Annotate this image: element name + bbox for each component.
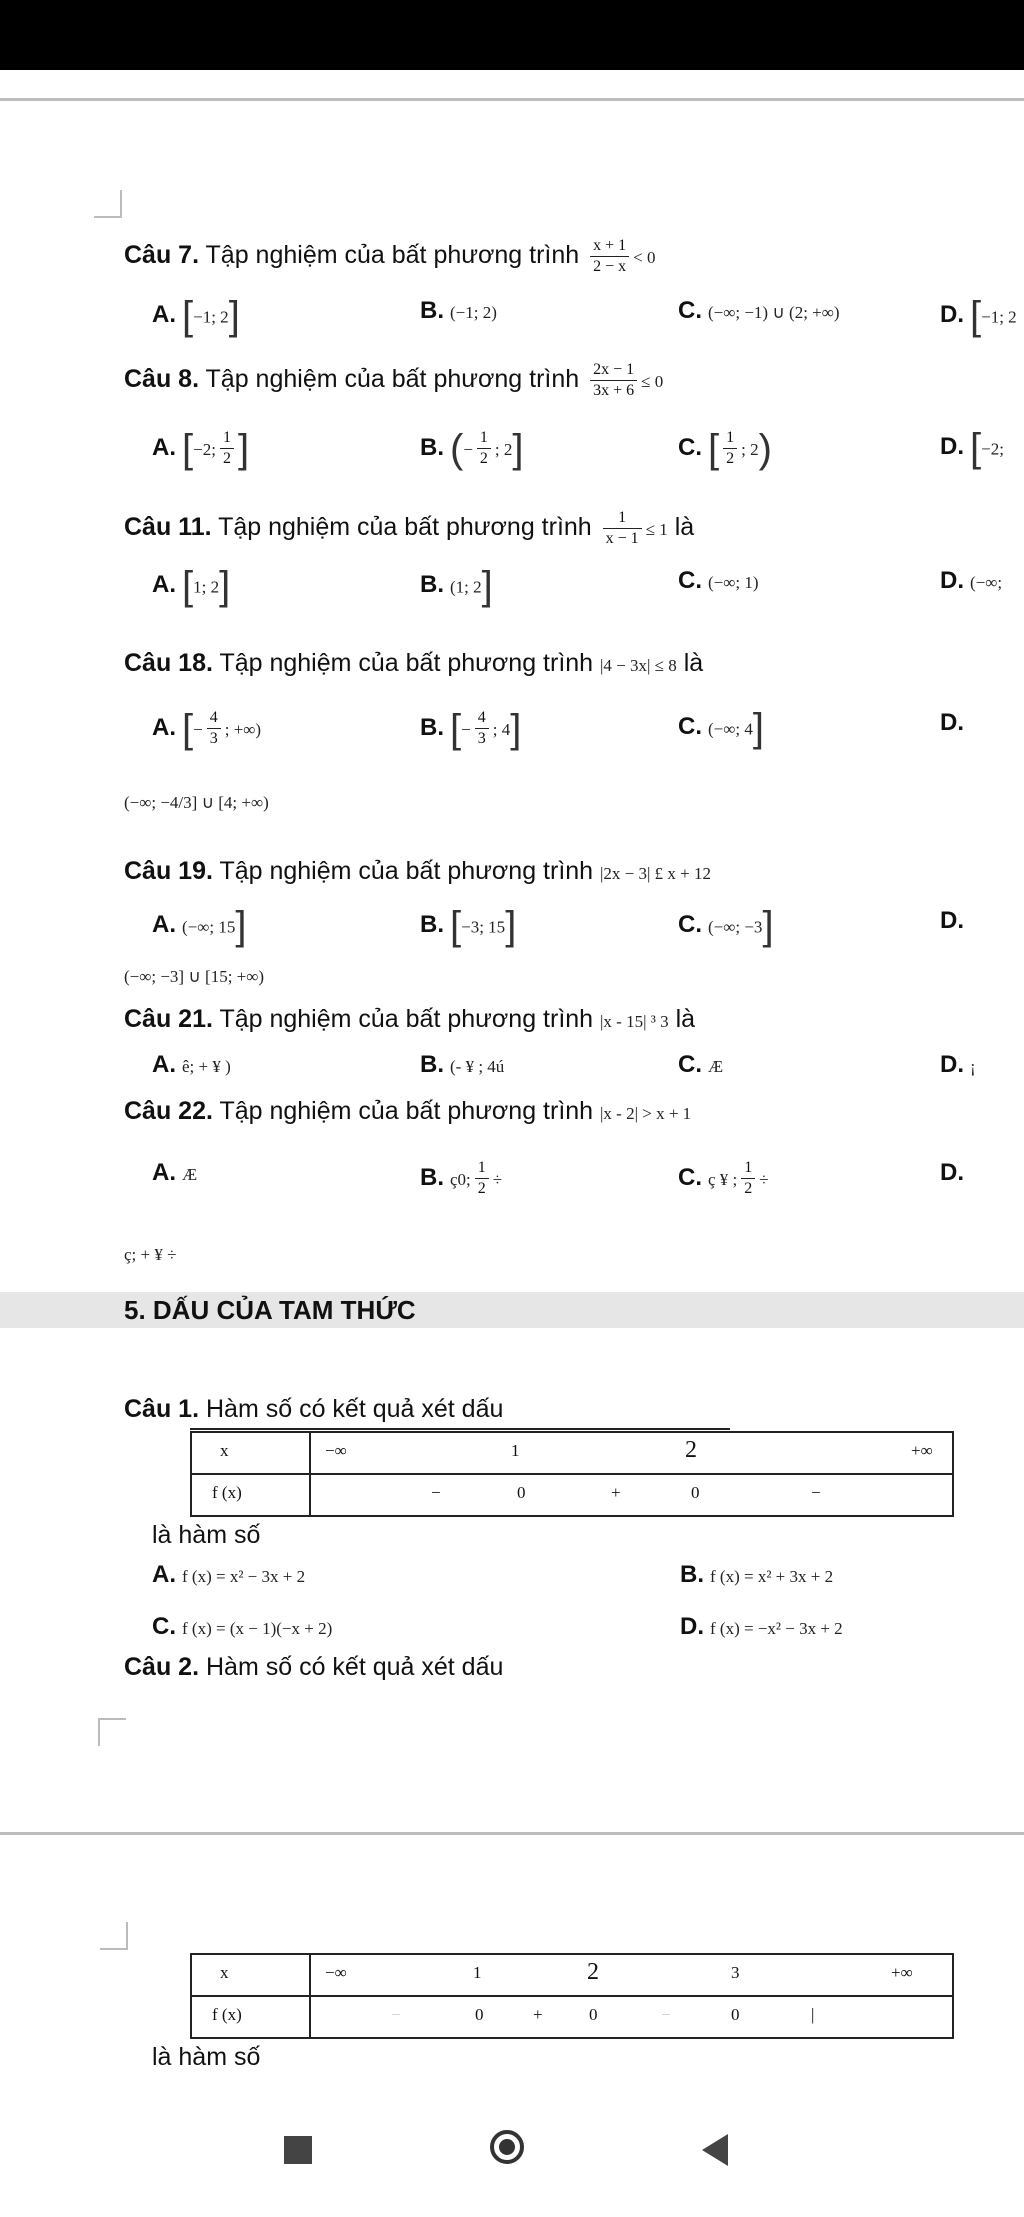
- question-19: [124, 856, 711, 889]
- page-corner-mark: [100, 1922, 128, 1950]
- question-label: Câu 21.: [124, 1005, 213, 1033]
- option-b: B. (1; 2]: [420, 564, 493, 608]
- sign-cell: |: [811, 2005, 815, 2024]
- option-d: D. (−∞;: [940, 567, 1003, 594]
- question-text: Hàm số có kết quả xét dấu: [205, 1653, 504, 1681]
- option-d-value: (−∞; −4/3] ∪ [4; +∞): [124, 793, 269, 812]
- option-a: A. [−1; 2]: [152, 294, 240, 338]
- question-label: Câu 7.: [124, 241, 200, 270]
- sign-cell: 0: [691, 1483, 700, 1502]
- page-separator: [0, 1832, 1024, 1835]
- underline: [190, 1428, 730, 1430]
- sign-cell: −: [391, 2005, 401, 2024]
- option-d: D. [−1; 2: [940, 294, 1017, 338]
- table-header: 1: [473, 1963, 482, 1982]
- page-corner-mark: [94, 190, 122, 218]
- option-d: D. [−2;: [940, 426, 1004, 470]
- question-21: Câu 21. Tập nghiệm của bất phương trình |x - 15| ³ 3 là: [124, 1005, 696, 1033]
- question-label: Câu 11.: [124, 513, 212, 542]
- recent-apps-button[interactable]: [284, 2136, 312, 2164]
- option-c: C. [ $\frac{1}{2}$ ; 2): [678, 426, 772, 471]
- option-d: D.: [940, 907, 964, 934]
- option-b: B. [−3; 15]: [420, 904, 517, 948]
- question-11: Câu 11. Tập nghiệm của bất phương trình $\frac{1}{x - 1}$ ≤ 1 là: [124, 509, 695, 547]
- table-header: 2: [685, 1437, 697, 1463]
- option-c: C. Æ: [678, 1051, 724, 1078]
- question-text: Tập nghiệm của bất phương trình: [219, 1097, 594, 1125]
- option-a: A. [− $\frac{4}{3}$ ; +∞): [152, 706, 262, 751]
- option-b: B. (−1; 2): [420, 297, 497, 324]
- sign-table-1: [190, 1431, 954, 1517]
- sign-cell: −: [811, 1483, 821, 1502]
- sign-table-2: [190, 1953, 954, 2039]
- option-a: A. ê; + ¥ ): [152, 1051, 231, 1078]
- option-d-value: (−∞; −3] ∪ [15; +∞): [124, 967, 265, 986]
- option-a: A. Æ: [152, 1159, 198, 1186]
- option-c: C. f (x) = (x − 1)(−x + 2): [152, 1613, 333, 1640]
- question-22: [124, 1096, 691, 1129]
- question-text: Tập nghiệm của bất phương trình: [205, 365, 580, 394]
- status-bar: [0, 0, 1024, 70]
- option-a: A. [−2; $\frac{1}{2}$ ]: [152, 426, 250, 471]
- page-corner-mark: [98, 1718, 126, 1746]
- question-8: Câu 8. Tập nghiệm của bất phương trình $\frac{2x - 1}{3x + 6}$ ≤ 0: [124, 361, 664, 399]
- table-header: 3: [731, 1963, 740, 1982]
- option-c: C. ç ¥ ; $\frac{1}{2}$ ÷: [678, 1159, 769, 1197]
- sign-cell: −: [661, 2005, 671, 2024]
- option-a: A. f (x) = x² − 3x + 2: [152, 1561, 306, 1588]
- question-label: Câu 8.: [124, 365, 200, 394]
- option-b: B. [− $\frac{4}{3}$ ; 4]: [420, 706, 522, 751]
- table-header: −∞: [325, 1963, 347, 1982]
- option-c: C. (−∞; −1) ∪ (2; +∞): [678, 297, 840, 324]
- question-text: Tập nghiệm của bất phương trình: [218, 513, 592, 542]
- page-separator: [0, 98, 1024, 101]
- question-label: Câu 1.: [124, 1395, 200, 1423]
- sign-cell: −: [431, 1483, 441, 1502]
- option-d-value: ç; + ¥ ÷: [124, 1245, 177, 1264]
- sign-cell: 0: [475, 2005, 484, 2024]
- question-18: Câu 18. Tập nghiệm của bất phương trình |4 − 3x| ≤ 8 là: [124, 649, 704, 677]
- fraction: $\frac{1}{x - 1}$: [603, 508, 642, 549]
- option-c: C. (−∞; 1): [678, 567, 759, 594]
- question-text: Tập nghiệm của bất phương trình: [219, 1005, 594, 1033]
- question-label: Câu 2.: [124, 1653, 200, 1681]
- after-table-text: là hàm số: [152, 2043, 261, 2071]
- question-text: Hàm số có kết quả xét dấu: [205, 1395, 504, 1423]
- question-label: Câu 18.: [124, 649, 213, 677]
- section-header: [0, 1292, 1024, 1328]
- question-text: Tập nghiệm của bất phương trình: [205, 241, 580, 270]
- question-1: [124, 1394, 503, 1424]
- table-header: −∞: [325, 1441, 347, 1460]
- question-text: Tập nghiệm của bất phương trình: [219, 649, 594, 677]
- sign-cell: +: [533, 2005, 543, 2024]
- fraction: $\frac{2x - 1}{3x + 6}$: [590, 360, 637, 401]
- option-a: A. [1; 2]: [152, 564, 231, 608]
- sign-cell: 0: [589, 2005, 598, 2024]
- option-d: D. f (x) = −x² − 3x + 2: [680, 1613, 843, 1640]
- sign-cell: 0: [517, 1483, 526, 1502]
- option-b: B. (− $\frac{1}{2}$ ; 2]: [420, 426, 524, 471]
- option-c: C. (−∞; −3]: [678, 904, 774, 948]
- sign-cell: 0: [731, 2005, 740, 2024]
- table-header-x: x: [220, 1441, 229, 1460]
- option-b: B. f (x) = x² + 3x + 2: [680, 1561, 834, 1588]
- expression: |x - 2| > x + 1: [600, 1104, 692, 1123]
- option-d: D. ¡: [940, 1051, 976, 1078]
- home-dot: [499, 2139, 515, 2155]
- option-d: D.: [940, 1159, 964, 1186]
- back-button[interactable]: [702, 2134, 728, 2166]
- table-header: 2: [587, 1959, 599, 1985]
- expression: |2x − 3| £ x + 12: [600, 864, 712, 883]
- question-2: [124, 1652, 503, 1682]
- option-a: A. (−∞; 15]: [152, 904, 247, 948]
- question-label: Câu 22.: [124, 1097, 213, 1125]
- table-row-label: f (x): [212, 2005, 242, 2024]
- option-c: C. (−∞; 4]: [678, 706, 764, 750]
- home-button[interactable]: [490, 2130, 524, 2164]
- question-text: Tập nghiệm của bất phương trình: [219, 857, 594, 885]
- option-b: B. (- ¥ ; 4ú: [420, 1051, 505, 1078]
- table-header: +∞: [911, 1441, 933, 1460]
- expression: |x - 15| ³ 3: [600, 1012, 669, 1031]
- navigation-bar: [0, 2090, 1024, 2217]
- table-header: +∞: [891, 1963, 913, 1982]
- fraction: $\frac{x + 1}{2 - x}$: [590, 236, 629, 277]
- table-header-x: x: [220, 1963, 229, 1982]
- question-label: Câu 19.: [124, 857, 213, 885]
- question-7: Câu 7. Tập nghiệm của bất phương trình $\frac{x + 1}{2 - x}$ < 0: [124, 237, 656, 275]
- table-header: 1: [511, 1441, 520, 1460]
- section-title: 5. DẤU CỦA TAM THỨC: [124, 1295, 416, 1325]
- option-b: B. ç0; $\frac{1}{2}$ ÷: [420, 1159, 503, 1197]
- table-row-label: f (x): [212, 1483, 242, 1502]
- after-table-text: là hàm số: [152, 1521, 261, 1549]
- sign-cell: +: [611, 1483, 621, 1502]
- expression: |4 − 3x| ≤ 8: [600, 656, 677, 675]
- option-d: D.: [940, 709, 964, 736]
